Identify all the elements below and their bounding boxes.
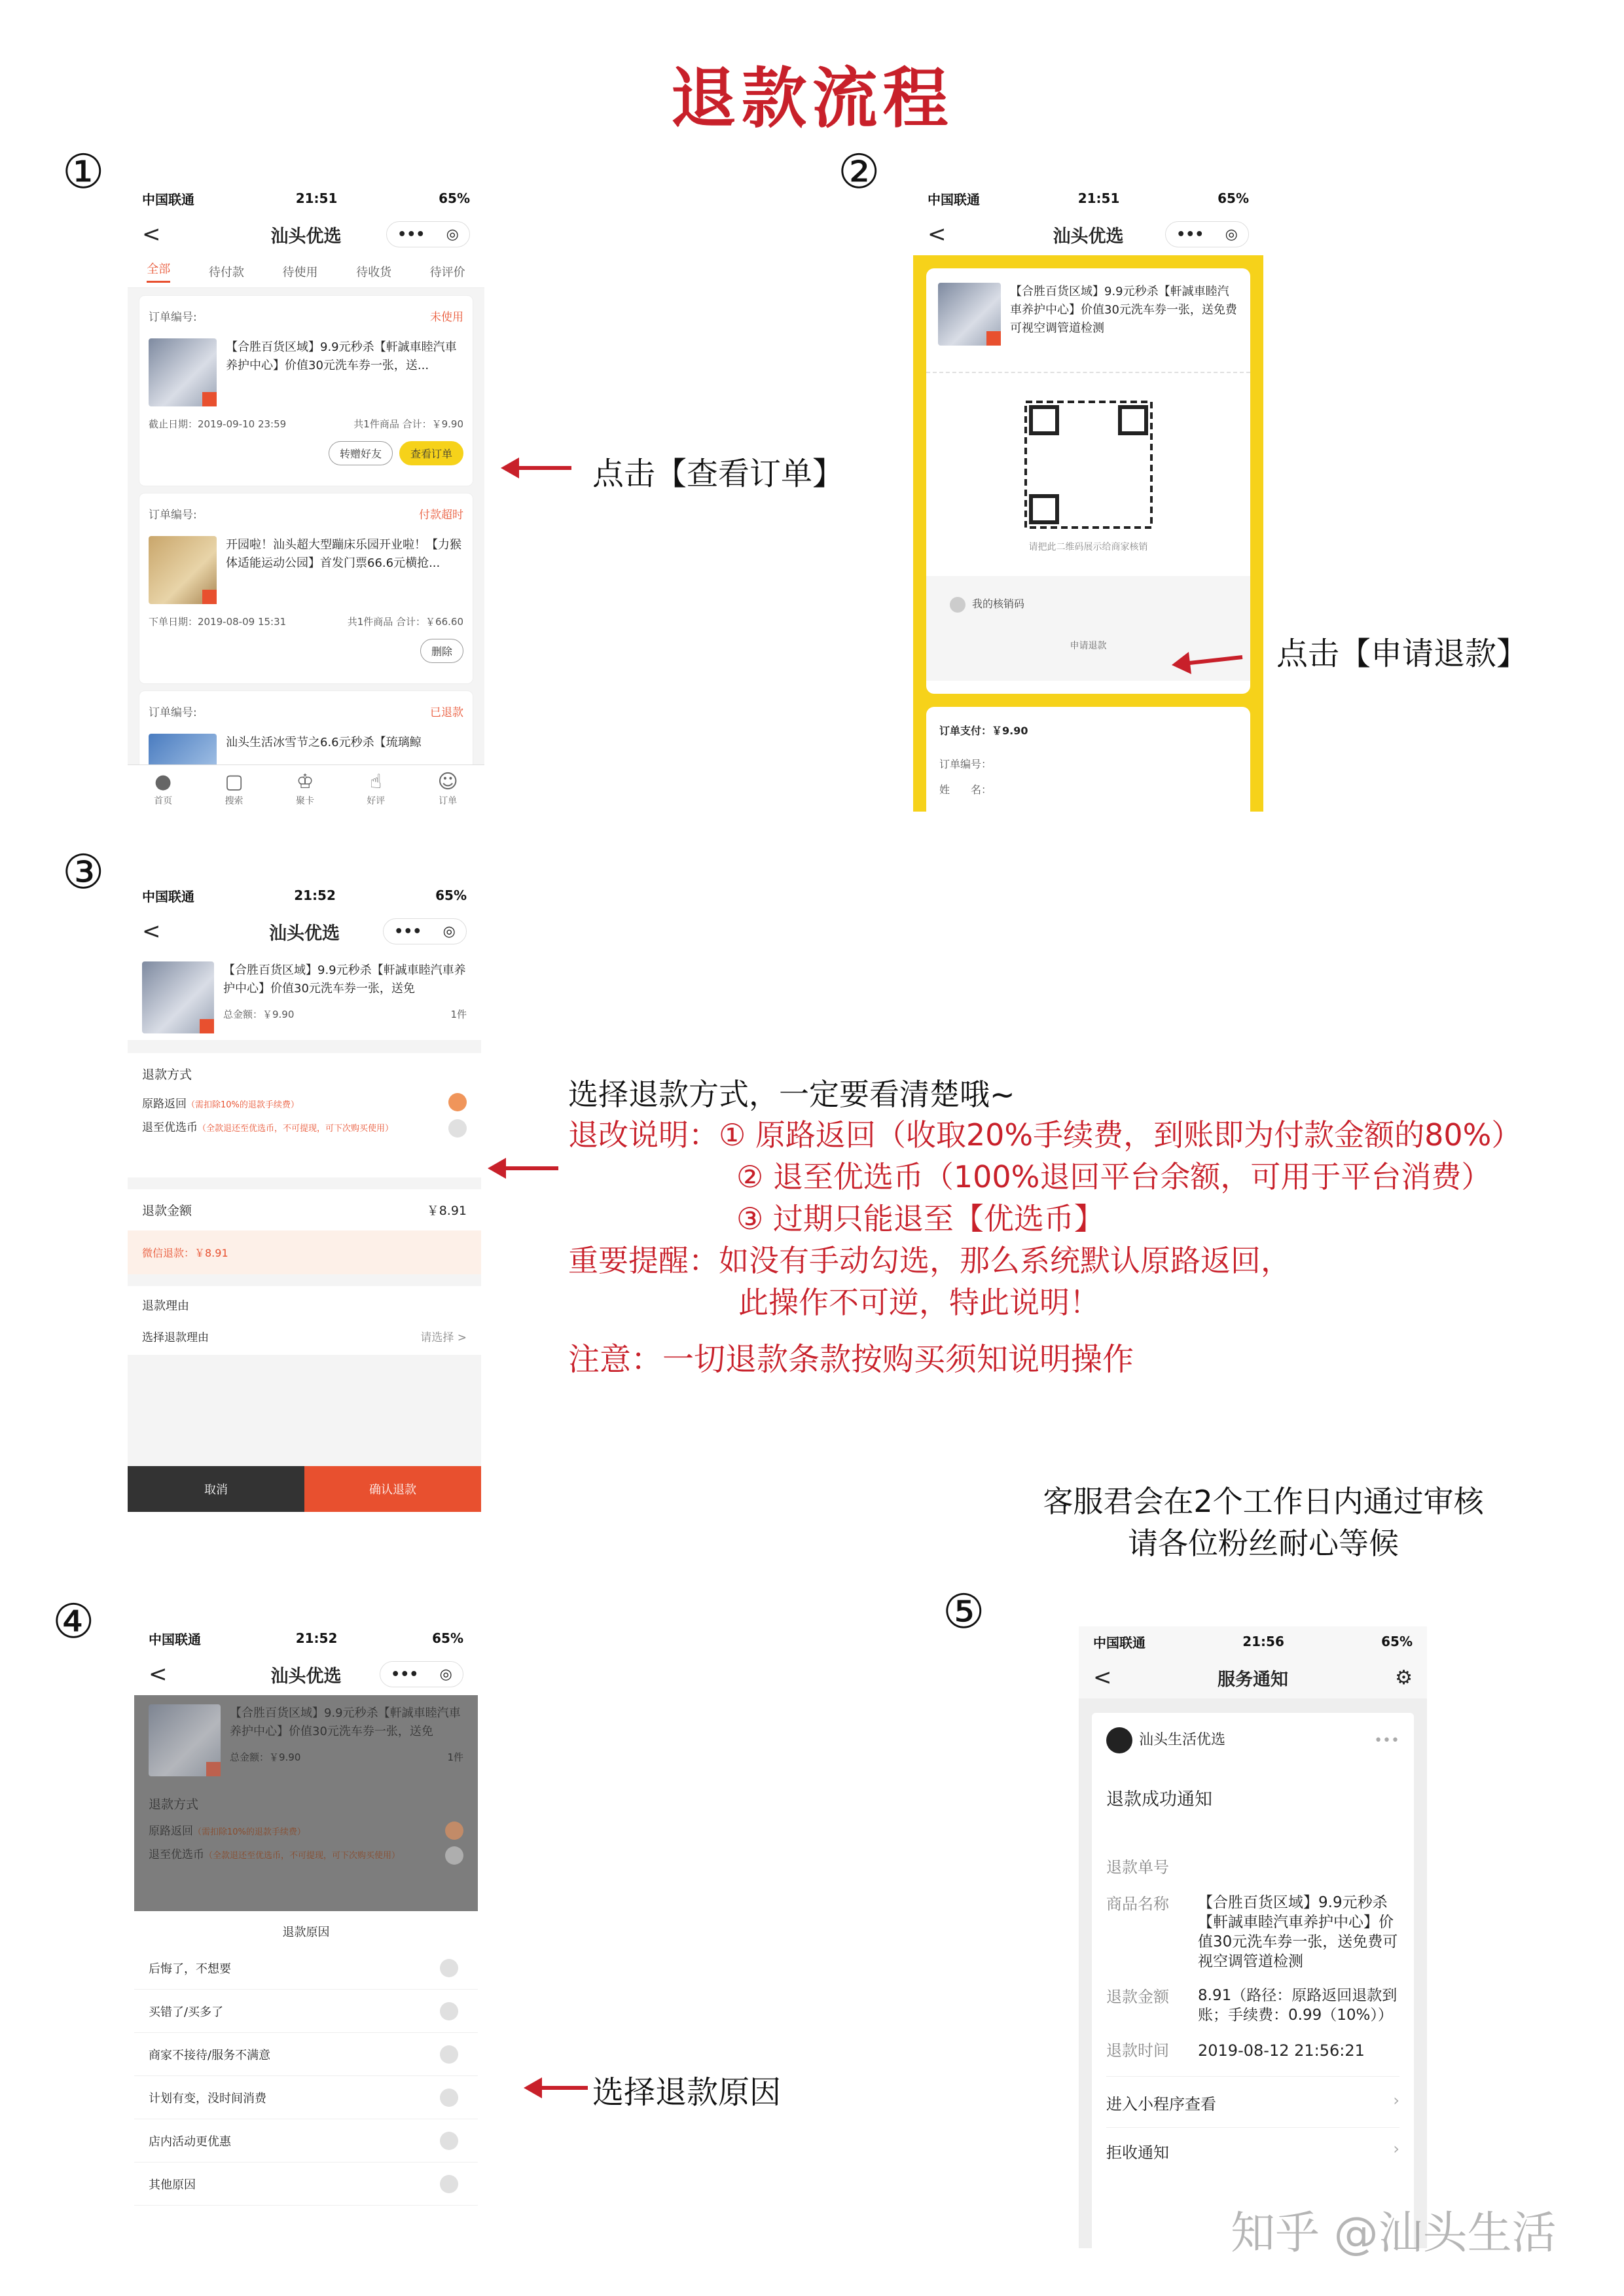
screenshot-refund-reason — [134, 1623, 478, 2238]
radio-unchecked-icon — [445, 1846, 463, 1865]
product-thumbnail — [938, 283, 1001, 346]
reason-select[interactable]: 选择退款理由 请选择 > — [142, 1331, 467, 1344]
arrow-icon — [1172, 648, 1244, 674]
screenshot-order-detail — [913, 183, 1263, 812]
nav-bar: < 汕头优选 ••• ◎ — [128, 910, 481, 952]
reason-list — [134, 1946, 478, 2206]
annotation-line: ② 退至优选币（100%退回平台余额，可用于平台消费） — [736, 1159, 1492, 1194]
back-icon[interactable]: < — [142, 918, 161, 944]
annotation-review-line1: 客服君会在2个工作日内通过审核 — [1043, 1484, 1484, 1519]
product-thumbnail — [149, 338, 217, 406]
annotation-note: 注意：一切退款条款按购买须知说明操作 — [568, 1341, 1134, 1378]
nav-bar: < 汕头优选 ••• ◎ — [134, 1653, 478, 1695]
status-bar: 中国联通 21:51 65% — [142, 190, 470, 207]
more-icon[interactable]: ••• — [391, 1666, 419, 1683]
page-title: 退款流程 — [670, 60, 954, 137]
watermark: 知乎 @汕头生活 — [1231, 2208, 1557, 2259]
sheet-title: 退款原因 — [282, 1926, 330, 1939]
order-tabs — [128, 255, 484, 288]
annotation-line: 重要提醒：如没有手动勾选，那么系统默认原路返回， — [568, 1243, 1291, 1278]
qr-code — [1023, 399, 1154, 530]
nav-bar: < 汕头优选 ••• ◎ — [913, 213, 1263, 255]
close-target-icon[interactable]: ◎ — [442, 923, 456, 940]
close-target-icon[interactable]: ◎ — [439, 1666, 452, 1683]
order-card[interactable]: 订单编号: 未使用 【合胜百货区域】9.9元秒杀【軒誠車睦汽車养护中心】价值30元洗车券一张，送... 截止日期：2019-09-10 23:59 共1件商品 合计：￥9.90 转赠好友 查看订单 — [139, 296, 473, 486]
annotation-view-order: 点击【查看订单】 — [592, 456, 844, 492]
capsule-menu[interactable] — [380, 1661, 463, 1687]
order-card[interactable]: 订单编号: 付款超时 开园啦！汕头超大型蹦床乐园开业啦！【力猴体适能运动公园】首发门票66.6元横抢... 下单日期：2019-08-09 15:31 共1件商品 合计：￥66.60 删除 — [139, 493, 473, 683]
radio-unchecked-icon[interactable] — [448, 1119, 467, 1138]
radio-checked-icon[interactable] — [448, 1093, 467, 1111]
code-icon — [950, 597, 965, 613]
crown-icon: ♔ — [296, 770, 314, 793]
annotation-line: 退改说明：① 原路返回（收取20%手续费，到账即为付款金额的80%） — [568, 1117, 1522, 1153]
tab-home[interactable]: ● 首页 — [154, 770, 173, 806]
annotation-line: ③ 过期只能退至【优选币】 — [736, 1201, 1104, 1236]
tab-review[interactable]: 待评价 — [429, 265, 465, 279]
step-number-1: ① — [62, 144, 105, 199]
refund-reason-section: 退款理由 选择退款理由 请选择 > — [128, 1286, 481, 1355]
tab-orders[interactable]: ☺ 订单 — [437, 770, 458, 806]
gear-icon[interactable]: ⚙ — [1395, 1666, 1413, 1689]
apply-refund-button[interactable]: 申请退款 — [1070, 640, 1107, 651]
radio-unchecked-icon[interactable] — [440, 2089, 458, 2107]
tab-search[interactable]: ▢ 搜索 — [225, 770, 244, 806]
view-order-button[interactable]: 查看订单 — [399, 441, 463, 465]
confirm-refund-button[interactable]: 确认退款 — [304, 1466, 481, 1512]
close-target-icon[interactable]: ◎ — [446, 226, 459, 243]
step-number-2: ② — [838, 144, 880, 199]
radio-unchecked-icon[interactable] — [440, 2132, 458, 2150]
cancel-button[interactable]: 取消 — [128, 1466, 304, 1512]
product-thumbnail — [142, 961, 214, 1033]
refund-method-section: 退款方式 原路返回（需扣除10%的退款手续费） 退至优选币（全款退还至优选币，不可提现，可下次购买使用） — [128, 1053, 481, 1177]
close-target-icon[interactable]: ◎ — [1225, 226, 1238, 243]
status-badge: 付款超时 — [419, 509, 463, 522]
action-bar — [128, 1466, 481, 1512]
arrow-icon — [488, 1155, 560, 1181]
status-badge: 已退款 — [430, 706, 463, 719]
ticket-card: 【合胜百货区域】9.9元秒杀【軒誠車睦汽車养护中心】价值30元洗车券一张，送免费可视空调管道检测 请把此二维码展示给商家核销 我的核销码 申请退款 — [926, 268, 1250, 694]
arrow-icon — [524, 2075, 589, 2101]
capsule-menu[interactable] — [383, 918, 467, 944]
back-icon[interactable]: < — [928, 221, 947, 247]
reason-option[interactable]: 计划有变，没时间消费 — [134, 2076, 478, 2119]
enter-miniprogram-link[interactable]: 进入小程序查看 › — [1106, 2076, 1399, 2127]
status-badge: 未使用 — [430, 311, 463, 324]
order-card[interactable]: 订单编号: 已退款 汕头生活冰雪节之6.6元秒杀【琉璃鲸 — [139, 691, 473, 812]
reason-option[interactable]: 店内活动更优惠 — [134, 2119, 478, 2162]
annotation-review-line2: 请各位粉丝耐心等候 — [1128, 1526, 1399, 1561]
step-number-3: ③ — [62, 844, 105, 899]
user-icon: ☺ — [437, 770, 458, 793]
refund-amount-section: 退款金额 ￥8.91 微信退款：￥8.91 — [128, 1189, 481, 1274]
screenshot-refund-method — [128, 880, 481, 1512]
screenshot-orders — [128, 183, 484, 812]
transfer-button[interactable]: 转赠好友 — [329, 441, 393, 465]
annotation-select-reason: 选择退款原因 — [592, 2074, 782, 2111]
more-icon[interactable]: ••• — [1374, 1732, 1399, 1749]
delete-button[interactable]: 删除 — [420, 639, 463, 663]
bag-icon: ▢ — [225, 770, 244, 793]
radio-unchecked-icon[interactable] — [440, 2002, 458, 2020]
avatar — [1106, 1727, 1132, 1753]
tab-unreceived[interactable]: 待收货 — [356, 265, 392, 279]
refund-option-original[interactable]: 原路返回（需扣除10%的退款手续费） — [142, 1093, 467, 1111]
reason-option[interactable]: 买错了/买多了 — [134, 1990, 478, 2033]
reason-option[interactable]: 商家不接待/服务不满意 — [134, 2033, 478, 2076]
status-bar: 中国联通 21:52 65% — [142, 888, 467, 905]
capsule-menu[interactable] — [386, 221, 470, 247]
screenshot-service-notice — [1079, 1626, 1427, 2248]
status-bar: 中国联通 21:56 65% — [1093, 1634, 1413, 1651]
bottom-tabbar — [128, 764, 484, 812]
status-bar: 中国联通 21:51 65% — [928, 190, 1249, 207]
more-icon[interactable]: ••• — [397, 226, 425, 243]
step-number-5: ⑤ — [943, 1584, 985, 1639]
product-thumbnail — [149, 536, 217, 604]
notice-title: 退款成功通知 — [1106, 1789, 1212, 1810]
annotation-method-heading: 选择退款方式，一定要看清楚哦~ — [568, 1077, 1015, 1112]
tab-card[interactable]: ♔ 聚卡 — [296, 770, 315, 806]
arrow-icon — [501, 455, 573, 481]
thumb-icon: ☝ — [370, 770, 382, 793]
more-icon[interactable]: ••• — [1176, 226, 1204, 243]
radio-unchecked-icon[interactable] — [440, 2175, 458, 2193]
tab-all[interactable]: 全部 — [147, 260, 170, 283]
reason-option[interactable]: 后悔了，不想要 — [134, 1946, 478, 1990]
home-icon: ● — [154, 770, 172, 793]
nav-bar: < 服务通知 ⚙ — [1093, 1664, 1413, 1691]
back-icon[interactable]: < — [149, 1661, 168, 1687]
refund-option-coin[interactable]: 退至优选币（全款退还至优选币，不可提现，可下次购买使用） — [142, 1119, 467, 1138]
more-icon[interactable]: ••• — [394, 923, 422, 940]
radio-unchecked-icon[interactable] — [440, 2045, 458, 2064]
product-summary: 【合胜百货区域】9.9元秒杀【軒誠車睦汽車养护中心】价值30元洗车券一张，送免 总金额：￥9.90 1件 — [128, 952, 481, 1040]
status-bar: 中国联通 21:52 65% — [149, 1630, 463, 1647]
back-icon[interactable]: < — [1093, 1664, 1112, 1691]
annotation-apply-refund: 点击【申请退款】 — [1276, 636, 1528, 672]
reject-notice-link[interactable]: 拒收通知 › — [1106, 2127, 1399, 2162]
capsule-menu[interactable] — [1165, 221, 1249, 247]
reason-option[interactable]: 其他原因 — [134, 2162, 478, 2206]
annotation-line: 此操作不可逆，特此说明！ — [738, 1285, 1100, 1320]
tab-review[interactable]: ☝ 好评 — [367, 770, 386, 806]
radio-checked-icon — [445, 1821, 463, 1840]
verify-code-row: 我的核销码 — [926, 576, 1250, 632]
nav-bar: < 汕头优选 ••• ◎ — [128, 213, 484, 255]
step-number-4: ④ — [52, 1594, 95, 1649]
radio-unchecked-icon[interactable] — [440, 1959, 458, 1977]
dimmed-overlay[interactable]: 【合胜百货区域】9.9元秒杀【軒誠車睦汽車养护中心】价值30元洗车券一张，送免 总金额：￥9.90 1件 退款方式 原路返回（需扣除10%的退款手续费） 退至优选币（全款退还至优选币，不可提现，可下次购买使用） — [134, 1695, 478, 1911]
back-icon[interactable]: < — [142, 221, 161, 247]
payment-card: 订单支付：￥9.90 订单编号： 姓 名： — [926, 707, 1250, 812]
product-thumbnail — [149, 1704, 221, 1776]
notice-card: 汕头生活优选 ••• 退款成功通知 退款单号 商品名称 【合胜百货区域】9.9元秒杀【軒誠車睦汽車养护中心】价值30元洗车券一张，送免费可视空调管道检测 退款金额 8.91（路径：原路返回退款到账；手续费：0.99（10%）） 退款时间 2019-08-12 21:56:21 进入小程序查看 › 拒收通知 › — [1092, 1713, 1414, 2248]
tab-unused[interactable]: 待使用 — [282, 265, 318, 279]
tab-unpaid[interactable]: 待付款 — [208, 265, 244, 279]
